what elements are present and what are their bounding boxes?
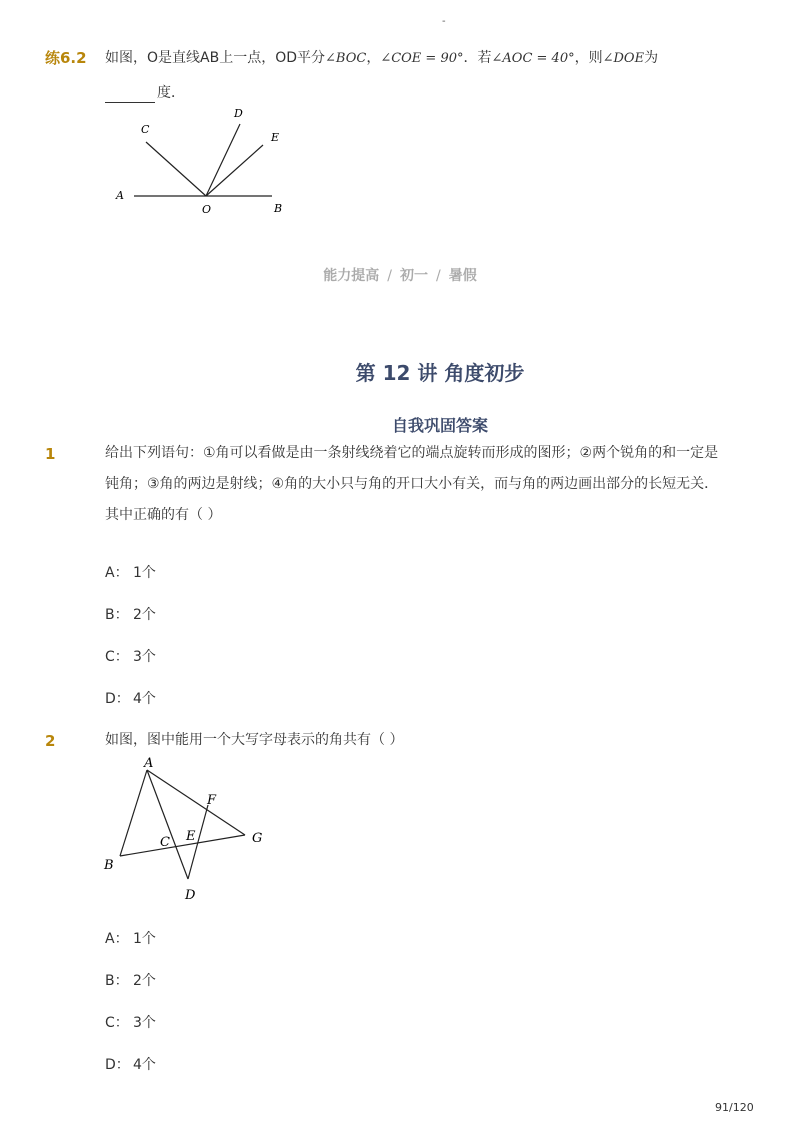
option-value: 4个 <box>133 691 156 707</box>
option-d <box>105 1054 156 1074</box>
option-value: 1个 <box>133 931 156 947</box>
ray-od <box>206 124 240 196</box>
breadcrumb-separator: / <box>387 268 392 284</box>
text-comma: ， <box>366 50 381 66</box>
top-mark: - <box>442 16 446 27</box>
label-g: G <box>252 831 263 846</box>
label-d: D <box>234 107 243 120</box>
option-c <box>105 1012 156 1032</box>
breadcrumb-separator: / <box>436 268 441 284</box>
option-c <box>105 646 156 666</box>
text-if: ．若 <box>463 50 492 66</box>
breadcrumb <box>0 265 800 285</box>
option-label: C： <box>105 649 129 665</box>
question-number: 1 <box>45 445 56 463</box>
triangle-figure <box>100 752 280 907</box>
angle-aoc: ∠AOC = 40° <box>491 51 575 66</box>
question-text: 给出下列语句：①角可以看做是由一条射线绕着它的端点旋转而形成的图形；②两个锐角的和一定是钝角；③角的两边是射线；④角的大小只与角的开口大小有关，而与角的两边画出部分的长短无关．其中正确的有（ ） <box>105 445 719 523</box>
option-a <box>105 562 156 582</box>
option-label: B： <box>105 973 129 989</box>
angle-doe: ∠DOE <box>602 51 645 66</box>
label-c: C <box>141 123 150 136</box>
segment-ad <box>147 770 188 879</box>
option-value: 2个 <box>133 973 156 989</box>
label-e: E <box>271 131 280 144</box>
option-value: 2个 <box>133 607 156 623</box>
exercise-text: 如图，O是直线AB上一点，OD平分 <box>105 50 326 66</box>
option-d <box>105 688 156 708</box>
label-b: B <box>104 858 114 873</box>
option-label: D： <box>105 691 130 707</box>
label-a: A <box>116 189 124 202</box>
segment-bg <box>120 835 245 856</box>
exercise-unit: 度． <box>157 85 185 101</box>
label-o: O <box>202 203 212 216</box>
angle-boc: ∠BOC <box>325 51 367 66</box>
label-e: E <box>186 829 196 844</box>
option-value: 3个 <box>133 649 156 665</box>
segment-ab <box>120 770 147 856</box>
question-text: 如图，图中能用一个大写字母表示的角共有（ ） <box>105 732 404 748</box>
option-label: C： <box>105 1015 129 1031</box>
breadcrumb-item-grade: 初一 <box>400 268 428 284</box>
label-d: D <box>185 888 196 903</box>
option-value: 4个 <box>133 1057 156 1073</box>
text-is: 为 <box>644 50 659 66</box>
exercise-number: 练6.2 <box>45 49 87 67</box>
angle-coe: ∠COE = 90° <box>380 51 464 66</box>
option-label: B： <box>105 607 129 623</box>
angle-figure-aob <box>100 100 300 225</box>
lecture-title: 第 12 讲 角度初步 <box>355 361 525 385</box>
breadcrumb-item-term: 暑假 <box>448 268 477 284</box>
section-title: 自我巩固答案 <box>391 416 488 435</box>
label-b: B <box>274 202 283 215</box>
label-a: A <box>144 756 154 771</box>
option-label: D： <box>105 1057 130 1073</box>
option-value: 1个 <box>133 565 156 581</box>
option-label: A： <box>105 931 129 947</box>
exercise-text-line1 <box>105 48 658 69</box>
option-label: A： <box>105 565 129 581</box>
option-b <box>105 604 156 624</box>
text-then: ，则 <box>574 50 603 66</box>
segment-ag <box>147 770 245 835</box>
breadcrumb-item-level: 能力提高 <box>323 268 380 284</box>
question-number: 2 <box>45 732 56 750</box>
label-f: F <box>207 793 217 808</box>
ray-oc <box>146 142 206 196</box>
option-b <box>105 970 156 990</box>
label-c: C <box>160 835 170 850</box>
ray-oe <box>206 145 263 196</box>
option-value: 3个 <box>133 1015 156 1031</box>
option-a <box>105 928 156 948</box>
page-number: 91/120 <box>715 1101 754 1114</box>
